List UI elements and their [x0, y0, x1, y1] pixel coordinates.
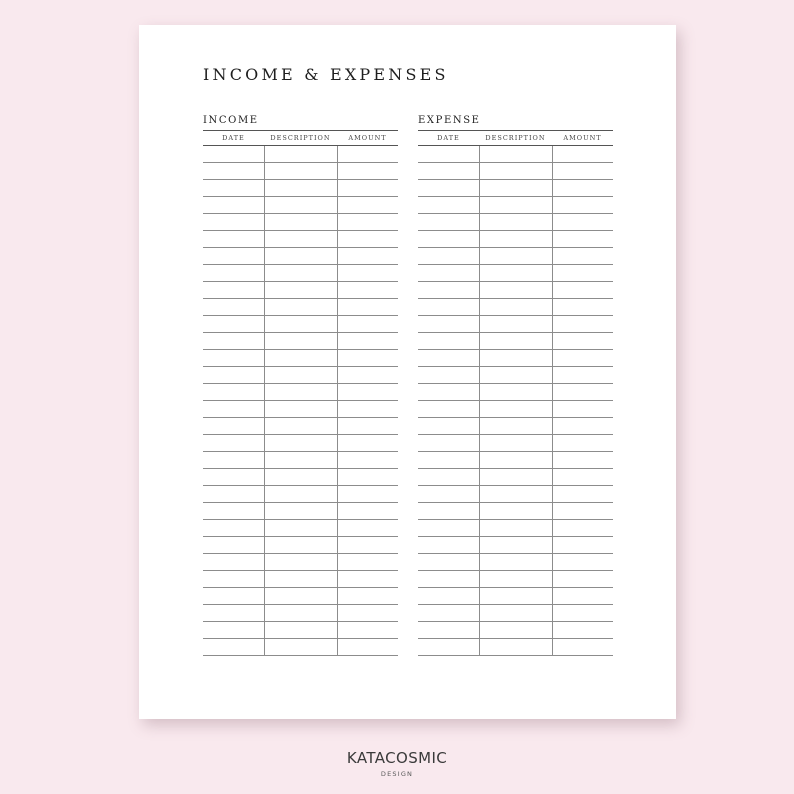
expense-table-row — [418, 520, 613, 537]
income-date-cell[interactable] — [203, 622, 264, 639]
expense-table-row — [418, 469, 613, 486]
brand-subtitle: DESIGN — [380, 770, 414, 778]
income-date-cell[interactable] — [203, 384, 264, 401]
income-description-cell[interactable] — [264, 248, 337, 265]
expense-amount-cell[interactable] — [552, 622, 613, 639]
income-amount-cell[interactable] — [337, 418, 398, 435]
expense-table-row — [418, 163, 613, 180]
expense-amount-cell[interactable] — [552, 605, 613, 622]
income-date-cell[interactable] — [203, 401, 264, 418]
income-description-cell[interactable] — [264, 180, 337, 197]
expense-amount-cell[interactable] — [552, 197, 613, 214]
expense-description-cell[interactable] — [479, 231, 552, 248]
income-date-cell[interactable] — [203, 588, 264, 605]
income-description-cell[interactable] — [264, 639, 337, 656]
expense-amount-cell[interactable] — [552, 248, 613, 265]
income-amount-cell[interactable] — [337, 163, 398, 180]
income-rows — [203, 146, 398, 656]
expense-date-cell[interactable] — [418, 367, 479, 384]
income-table-row — [203, 588, 398, 605]
expense-date-cell[interactable] — [418, 316, 479, 333]
income-table-row — [203, 486, 398, 503]
income-table-row — [203, 384, 398, 401]
income-table-row — [203, 554, 398, 571]
expense-amount-cell[interactable] — [552, 469, 613, 486]
expense-description-cell[interactable] — [479, 571, 552, 588]
expense-table-row — [418, 350, 613, 367]
expense-description-cell[interactable] — [479, 384, 552, 401]
expense-table-row — [418, 197, 613, 214]
expense-description-cell[interactable] — [479, 350, 552, 367]
income-amount-cell[interactable] — [337, 622, 398, 639]
expense-column-description: DESCRIPTION — [479, 131, 552, 146]
income-description-cell[interactable] — [264, 605, 337, 622]
income-description-cell[interactable] — [264, 571, 337, 588]
expense-amount-cell[interactable] — [552, 486, 613, 503]
income-table-row — [203, 163, 398, 180]
income-date-cell[interactable] — [203, 554, 264, 571]
expense-date-cell[interactable] — [418, 639, 479, 656]
expense-date-cell[interactable] — [418, 401, 479, 418]
expense-amount-cell[interactable] — [552, 299, 613, 316]
income-description-cell[interactable] — [264, 588, 337, 605]
expense-date-cell[interactable] — [418, 554, 479, 571]
expense-date-cell[interactable] — [418, 418, 479, 435]
income-table-row — [203, 248, 398, 265]
expense-amount-cell[interactable] — [552, 418, 613, 435]
income-amount-cell[interactable] — [337, 605, 398, 622]
expense-description-cell[interactable] — [479, 333, 552, 350]
expense-date-cell[interactable] — [418, 350, 479, 367]
expense-table-row — [418, 537, 613, 554]
income-date-cell[interactable] — [203, 163, 264, 180]
expense-date-cell[interactable] — [418, 265, 479, 282]
expense-table-row — [418, 554, 613, 571]
income-description-cell[interactable] — [264, 299, 337, 316]
income-table-row — [203, 299, 398, 316]
expense-description-cell[interactable] — [479, 146, 552, 163]
income-section-title: INCOME — [203, 115, 259, 126]
expense-column-date: DATE — [418, 131, 479, 146]
expense-amount-cell[interactable] — [552, 384, 613, 401]
income-amount-cell[interactable] — [337, 146, 398, 163]
income-table-row — [203, 503, 398, 520]
expense-description-cell[interactable] — [479, 282, 552, 299]
expense-description-cell[interactable] — [479, 435, 552, 452]
expense-description-cell[interactable] — [479, 503, 552, 520]
income-table-row — [203, 418, 398, 435]
expense-header-row — [418, 131, 613, 146]
expense-description-cell[interactable] — [479, 418, 552, 435]
income-amount-cell[interactable] — [337, 316, 398, 333]
income-amount-cell[interactable] — [337, 265, 398, 282]
expense-amount-cell[interactable] — [552, 163, 613, 180]
expense-description-cell[interactable] — [479, 622, 552, 639]
income-date-cell[interactable] — [203, 299, 264, 316]
income-table-row — [203, 146, 398, 163]
income-description-cell[interactable] — [264, 452, 337, 469]
expense-table-row — [418, 180, 613, 197]
expense-table-row — [418, 401, 613, 418]
income-date-cell[interactable] — [203, 639, 264, 656]
expense-amount-cell[interactable] — [552, 333, 613, 350]
expense-amount-cell[interactable] — [552, 520, 613, 537]
expense-date-cell[interactable] — [418, 486, 479, 503]
income-amount-cell[interactable] — [337, 180, 398, 197]
expense-table-row — [418, 418, 613, 435]
expense-amount-cell[interactable] — [552, 180, 613, 197]
income-description-cell[interactable] — [264, 197, 337, 214]
expense-description-cell[interactable] — [479, 537, 552, 554]
expense-amount-cell[interactable] — [552, 537, 613, 554]
expense-date-cell[interactable] — [418, 503, 479, 520]
income-date-cell[interactable] — [203, 486, 264, 503]
expense-description-cell[interactable] — [479, 469, 552, 486]
expense-description-cell[interactable] — [479, 588, 552, 605]
income-amount-cell[interactable] — [337, 452, 398, 469]
expense-date-cell[interactable] — [418, 214, 479, 231]
income-date-cell[interactable] — [203, 367, 264, 384]
income-date-cell[interactable] — [203, 435, 264, 452]
income-description-cell[interactable] — [264, 316, 337, 333]
expense-amount-cell[interactable] — [552, 401, 613, 418]
expense-amount-cell[interactable] — [552, 588, 613, 605]
expense-amount-cell[interactable] — [552, 639, 613, 656]
expense-table — [418, 130, 613, 656]
income-description-cell[interactable] — [264, 333, 337, 350]
income-date-cell[interactable] — [203, 350, 264, 367]
income-description-cell[interactable] — [264, 231, 337, 248]
income-date-cell[interactable] — [203, 452, 264, 469]
income-description-cell[interactable] — [264, 265, 337, 282]
expense-description-cell[interactable] — [479, 299, 552, 316]
expense-description-cell[interactable] — [479, 367, 552, 384]
expense-date-cell[interactable] — [418, 520, 479, 537]
income-table-row — [203, 520, 398, 537]
expense-description-cell[interactable] — [479, 520, 552, 537]
expense-table-row — [418, 367, 613, 384]
income-amount-cell[interactable] — [337, 520, 398, 537]
income-table-row — [203, 537, 398, 554]
income-description-cell[interactable] — [264, 282, 337, 299]
expense-table-row — [418, 435, 613, 452]
expense-table-row — [418, 486, 613, 503]
expense-description-cell[interactable] — [479, 316, 552, 333]
expense-table-row — [418, 639, 613, 656]
expense-description-cell[interactable] — [479, 605, 552, 622]
expense-description-cell[interactable] — [479, 486, 552, 503]
income-description-cell[interactable] — [264, 554, 337, 571]
expense-description-cell[interactable] — [479, 554, 552, 571]
income-description-cell[interactable] — [264, 146, 337, 163]
income-description-cell[interactable] — [264, 503, 337, 520]
printable-sheet — [139, 25, 676, 719]
income-ledger — [203, 115, 398, 656]
income-date-cell[interactable] — [203, 503, 264, 520]
expense-table-row — [418, 384, 613, 401]
income-table-row — [203, 571, 398, 588]
expense-date-cell[interactable] — [418, 333, 479, 350]
income-description-cell[interactable] — [264, 401, 337, 418]
income-table-row — [203, 605, 398, 622]
expense-date-cell[interactable] — [418, 537, 479, 554]
income-date-cell[interactable] — [203, 418, 264, 435]
income-amount-cell[interactable] — [337, 554, 398, 571]
income-amount-cell[interactable] — [337, 367, 398, 384]
expense-date-cell[interactable] — [418, 282, 479, 299]
expense-section-title: EXPENSE — [418, 115, 481, 126]
income-date-cell[interactable] — [203, 282, 264, 299]
income-description-cell[interactable] — [264, 384, 337, 401]
income-amount-cell[interactable] — [337, 571, 398, 588]
income-date-cell[interactable] — [203, 605, 264, 622]
expense-amount-cell[interactable] — [552, 554, 613, 571]
income-amount-cell[interactable] — [337, 588, 398, 605]
income-table-row — [203, 265, 398, 282]
income-table-row — [203, 214, 398, 231]
income-date-cell[interactable] — [203, 571, 264, 588]
income-amount-cell[interactable] — [337, 282, 398, 299]
income-date-cell[interactable] — [203, 469, 264, 486]
income-amount-cell[interactable] — [337, 350, 398, 367]
expense-amount-cell[interactable] — [552, 571, 613, 588]
expense-description-cell[interactable] — [479, 248, 552, 265]
expense-amount-cell[interactable] — [552, 214, 613, 231]
expense-amount-cell[interactable] — [552, 503, 613, 520]
income-table-row — [203, 333, 398, 350]
expense-date-cell[interactable] — [418, 435, 479, 452]
expense-description-cell[interactable] — [479, 639, 552, 656]
income-date-cell[interactable] — [203, 146, 264, 163]
expense-date-cell[interactable] — [418, 231, 479, 248]
expense-amount-cell[interactable] — [552, 146, 613, 163]
expense-date-cell[interactable] — [418, 197, 479, 214]
expense-amount-cell[interactable] — [552, 282, 613, 299]
income-description-cell[interactable] — [264, 214, 337, 231]
income-date-cell[interactable] — [203, 520, 264, 537]
income-amount-cell[interactable] — [337, 469, 398, 486]
expense-description-cell[interactable] — [479, 197, 552, 214]
income-table-row — [203, 469, 398, 486]
income-table-row — [203, 401, 398, 418]
income-amount-cell[interactable] — [337, 401, 398, 418]
expense-date-cell[interactable] — [418, 469, 479, 486]
income-description-cell[interactable] — [264, 435, 337, 452]
page-title: INCOME & EXPENSES — [203, 65, 449, 84]
expense-table-row — [418, 146, 613, 163]
income-date-cell[interactable] — [203, 537, 264, 554]
income-amount-cell[interactable] — [337, 214, 398, 231]
expense-table-row — [418, 299, 613, 316]
income-table-row — [203, 367, 398, 384]
income-column-date: DATE — [203, 131, 264, 146]
expense-date-cell[interactable] — [418, 605, 479, 622]
income-table-row — [203, 435, 398, 452]
income-table-row — [203, 316, 398, 333]
expense-description-cell[interactable] — [479, 163, 552, 180]
income-description-cell[interactable] — [264, 350, 337, 367]
expense-table-row — [418, 622, 613, 639]
expense-table-row — [418, 588, 613, 605]
income-amount-cell[interactable] — [337, 248, 398, 265]
expense-ledger — [418, 115, 613, 656]
income-amount-cell[interactable] — [337, 639, 398, 656]
income-amount-cell[interactable] — [337, 231, 398, 248]
expense-date-cell[interactable] — [418, 571, 479, 588]
income-table-row — [203, 350, 398, 367]
income-amount-cell[interactable] — [337, 503, 398, 520]
expense-table-row — [418, 333, 613, 350]
income-column-amount: AMOUNT — [337, 131, 398, 146]
brand-name: KATACOSMIC — [346, 749, 448, 767]
income-table-row — [203, 282, 398, 299]
expense-amount-cell[interactable] — [552, 316, 613, 333]
expense-amount-cell[interactable] — [552, 435, 613, 452]
brand-logo — [0, 750, 794, 778]
expense-date-cell[interactable] — [418, 248, 479, 265]
income-amount-cell[interactable] — [337, 384, 398, 401]
expense-date-cell[interactable] — [418, 588, 479, 605]
income-description-cell[interactable] — [264, 418, 337, 435]
income-date-cell[interactable] — [203, 333, 264, 350]
income-date-cell[interactable] — [203, 265, 264, 282]
expense-description-cell[interactable] — [479, 265, 552, 282]
income-table-row — [203, 197, 398, 214]
expense-date-cell[interactable] — [418, 384, 479, 401]
expense-date-cell[interactable] — [418, 622, 479, 639]
income-description-cell[interactable] — [264, 163, 337, 180]
income-amount-cell[interactable] — [337, 537, 398, 554]
expense-rows — [418, 146, 613, 656]
expense-amount-cell[interactable] — [552, 367, 613, 384]
income-column-description: DESCRIPTION — [264, 131, 337, 146]
income-table-row — [203, 639, 398, 656]
expense-table-row — [418, 265, 613, 282]
expense-date-cell[interactable] — [418, 163, 479, 180]
income-table-row — [203, 180, 398, 197]
income-table-row — [203, 231, 398, 248]
expense-amount-cell[interactable] — [552, 350, 613, 367]
expense-table-row — [418, 452, 613, 469]
income-amount-cell[interactable] — [337, 299, 398, 316]
income-amount-cell[interactable] — [337, 486, 398, 503]
expense-table-row — [418, 248, 613, 265]
income-date-cell[interactable] — [203, 316, 264, 333]
expense-table-row — [418, 214, 613, 231]
expense-column-amount: AMOUNT — [552, 131, 613, 146]
expense-date-cell[interactable] — [418, 146, 479, 163]
expense-description-cell[interactable] — [479, 452, 552, 469]
income-description-cell[interactable] — [264, 622, 337, 639]
income-description-cell[interactable] — [264, 486, 337, 503]
income-table — [203, 130, 398, 656]
expense-table-row — [418, 282, 613, 299]
income-amount-cell[interactable] — [337, 197, 398, 214]
expense-description-cell[interactable] — [479, 214, 552, 231]
expense-date-cell[interactable] — [418, 299, 479, 316]
income-table-row — [203, 452, 398, 469]
expense-amount-cell[interactable] — [552, 231, 613, 248]
income-table-row — [203, 622, 398, 639]
income-date-cell[interactable] — [203, 248, 264, 265]
income-description-cell[interactable] — [264, 367, 337, 384]
expense-table-row — [418, 605, 613, 622]
income-description-cell[interactable] — [264, 469, 337, 486]
income-date-cell[interactable] — [203, 231, 264, 248]
expense-table-row — [418, 231, 613, 248]
expense-amount-cell[interactable] — [552, 265, 613, 282]
income-date-cell[interactable] — [203, 214, 264, 231]
income-date-cell[interactable] — [203, 180, 264, 197]
income-amount-cell[interactable] — [337, 435, 398, 452]
income-description-cell[interactable] — [264, 520, 337, 537]
income-amount-cell[interactable] — [337, 333, 398, 350]
income-header-row — [203, 131, 398, 146]
income-description-cell[interactable] — [264, 537, 337, 554]
expense-table-row — [418, 316, 613, 333]
expense-table-row — [418, 571, 613, 588]
expense-date-cell[interactable] — [418, 180, 479, 197]
income-date-cell[interactable] — [203, 197, 264, 214]
expense-description-cell[interactable] — [479, 401, 552, 418]
expense-amount-cell[interactable] — [552, 452, 613, 469]
expense-date-cell[interactable] — [418, 452, 479, 469]
expense-description-cell[interactable] — [479, 180, 552, 197]
expense-table-row — [418, 503, 613, 520]
